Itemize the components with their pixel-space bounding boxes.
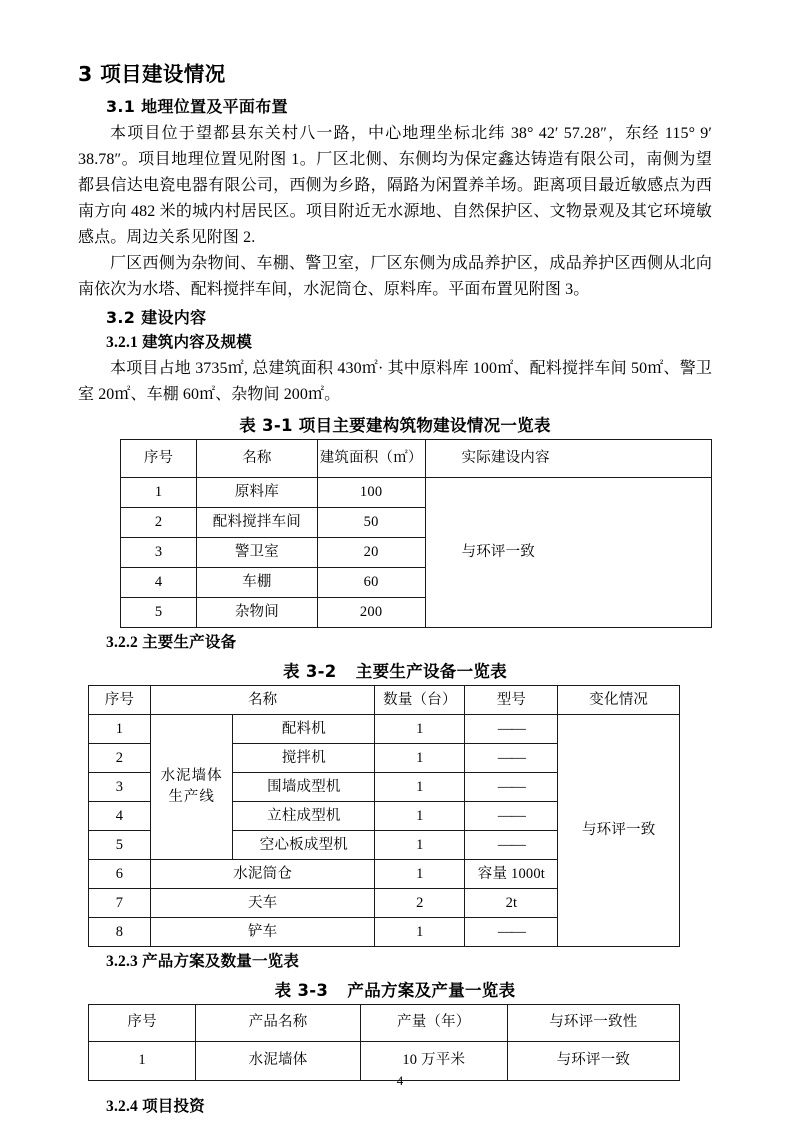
cell-model: —— [465,715,558,744]
cell-group-name-merged: 水泥墙体生产线 [150,715,232,860]
cell-no: 3 [89,773,151,802]
cell-name: 围墙成型机 [233,773,375,802]
cell-area: 100 [317,478,425,508]
heading-3-2: 3.2 建设内容 [106,307,207,327]
cell-no: 5 [121,598,197,628]
cell-area: 60 [317,568,425,598]
paragraph-building-scale: 本项目占地 3735㎡, 总建筑面积 430㎡· 其中原料库 100㎡、配料搅拌车间 50㎡、警卫室 20㎡、车棚 60㎡、杂物间 200㎡。 [78,360,712,404]
heading-3-2-3: 3.2.3 产品方案及数量一览表 [106,953,300,971]
cell-area: 20 [317,538,425,568]
cell-actual-content-merged: 与环评一致 [425,478,712,628]
table-3-2-caption [78,658,712,682]
cell-name: 警卫室 [197,538,318,568]
cell-consistency: 与环评一致 [507,1042,679,1081]
table-3-3-caption [78,977,712,1001]
cell-name: 原料库 [197,478,318,508]
column-header-product: 产品名称 [196,1005,361,1042]
table-3-1-caption: 表 3-1 项目主要建构筑物建设情况一览表 [239,416,551,436]
table-3-2-caption-main: 主要生产设备一览表 [355,662,507,682]
cell-name: 配料搅拌车间 [197,508,318,538]
paragraph-layout-description: 厂区西侧为杂物间、车棚、警卫室，厂区东侧为成品养护区，成品养护区西侧从北向南依次为水塔、配料搅拌车间，水泥筒仓、原料库。平面布置见附图 3。 [78,254,712,298]
column-header-no: 序号 [121,440,197,478]
cell-no: 1 [89,715,151,744]
cell-name: 铲车 [150,918,374,947]
column-header-area: 建筑面积（㎡） [317,440,425,478]
cell-name: 车棚 [197,568,318,598]
cell-qty: 1 [375,860,465,889]
heading-3-2-4: 3.2.4 项目投资 [106,1098,205,1116]
column-header-actual-content: 实际建设内容 [425,440,712,478]
cell-name: 搅拌机 [233,744,375,773]
column-header-model: 型号 [465,686,558,715]
cell-no: 8 [89,918,151,947]
cell-name: 水泥筒仓 [150,860,374,889]
cell-no: 3 [121,538,197,568]
table-header-row [89,1005,680,1042]
table-3-3-caption-main: 产品方案及产量一览表 [347,981,516,1001]
cell-qty: 1 [375,918,465,947]
table-header-row [89,686,680,715]
cell-name: 立柱成型机 [233,802,375,831]
cell-name: 天车 [150,889,374,918]
table-row [89,715,680,744]
cell-model: —— [465,802,558,831]
table-3-2-caption-prefix: 表 3-2 [283,662,337,682]
table-3-3-caption-prefix: 表 3-3 [274,981,329,1001]
cell-no: 6 [89,860,151,889]
cell-no: 2 [121,508,197,538]
cell-qty: 1 [375,744,465,773]
cell-qty: 1 [375,802,465,831]
heading-3-1: 3.1 地理位置及平面布置 [106,96,288,116]
cell-change-status-merged: 与环评一致 [558,715,680,947]
cell-name: 杂物间 [197,598,318,628]
cell-model: —— [465,744,558,773]
column-header-output: 产量（年） [360,1005,507,1042]
cell-no: 2 [89,744,151,773]
page-title: 3 项目建设情况 [78,62,226,86]
table-header-row [121,440,712,478]
column-header-change: 变化情况 [558,686,680,715]
column-header-no: 序号 [89,1005,196,1042]
heading-3-2-2: 3.2.2 主要生产设备 [106,634,237,652]
cell-model: 容量 1000t [465,860,558,889]
cell-no: 4 [89,802,151,831]
heading-3-2-1: 3.2.1 建筑内容及规模 [106,333,252,351]
column-header-name: 名称 [197,440,318,478]
cell-qty: 1 [375,773,465,802]
column-header-no: 序号 [89,686,151,715]
cell-qty: 2 [375,889,465,918]
cell-area: 50 [317,508,425,538]
page-number: 4 [396,1073,404,1088]
table-3-3 [88,1004,680,1081]
cell-no: 7 [89,889,151,918]
table-3-2 [88,685,680,947]
column-header-name: 名称 [150,686,374,715]
table-3-1 [120,439,712,628]
paragraph-location-description: 本项目位于望都县东关村八一路，中心地理坐标北纬 38° 42′ 57.28″，东经 115° 9′ 38.78″。项目地理位置见附图 1。厂区北侧、东侧均为保定鑫达铸造有限公司，南侧为望都县信达电瓷电器有限公司，西侧为乡路，隔路为闲置养羊场。距离项目最近敏感点为西南方向 482 米的城内村居民区。项目附近无水源地、自然保护区、文物景观及其它环境敏感点。周边关系见附图 2. [78,125,712,247]
cell-no: 1 [89,1042,196,1081]
cell-no: 1 [121,478,197,508]
cell-qty: 1 [375,715,465,744]
cell-model: —— [465,831,558,860]
cell-name: 空心板成型机 [233,831,375,860]
cell-name: 配料机 [233,715,375,744]
cell-model: —— [465,773,558,802]
cell-model: 2t [465,889,558,918]
cell-no: 5 [89,831,151,860]
column-header-consistency: 与环评一致性 [507,1005,679,1042]
cell-output: 10 万平米 [360,1042,507,1081]
column-header-quantity: 数量（台） [375,686,465,715]
cell-area: 200 [317,598,425,628]
cell-no: 4 [121,568,197,598]
cell-qty: 1 [375,831,465,860]
cell-product: 水泥墙体 [196,1042,361,1081]
table-row [121,478,712,508]
cell-model: —— [465,918,558,947]
